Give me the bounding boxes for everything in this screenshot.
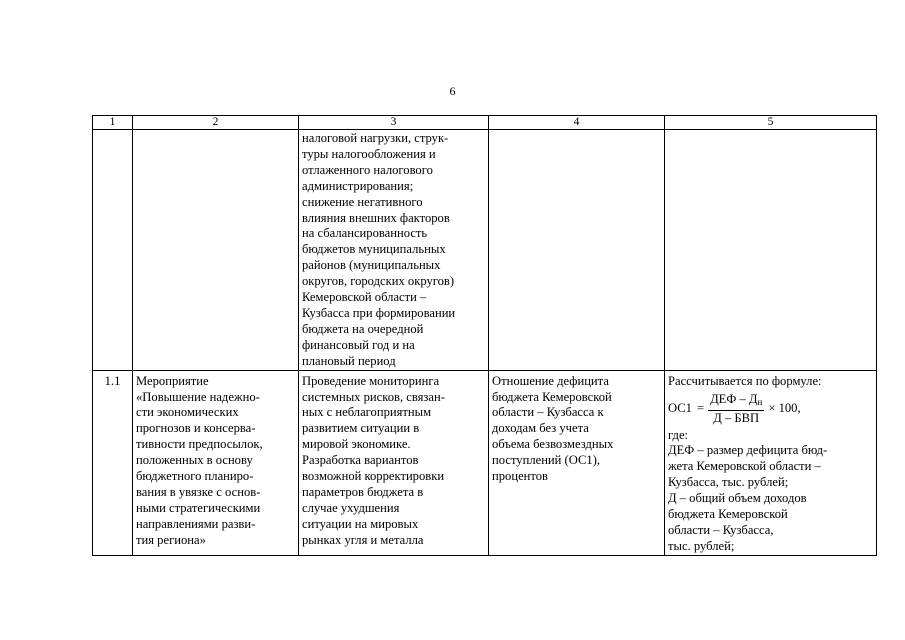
- formula-equals: =: [696, 400, 705, 415]
- measures-table: [92, 115, 877, 556]
- formula-numerator-subscript: н: [757, 396, 763, 407]
- text-line: влияния внешних факторов: [302, 210, 450, 225]
- activity-description-cell: [299, 370, 489, 555]
- formula-numerator-main: ДЕФ – Д: [710, 391, 758, 406]
- text-line: Мероприятие: [136, 373, 209, 388]
- formula-intro: Рассчитывается по формуле:: [668, 373, 822, 388]
- text-line: бюджетов муниципальных: [302, 242, 446, 257]
- text-line: округов, городских округов): [302, 274, 455, 289]
- text-line: администрирования;: [302, 178, 414, 193]
- text-line: положенных в основу: [136, 453, 253, 468]
- text-line: Кузбасса при формировании: [302, 305, 456, 320]
- continuation-cell-2: [133, 130, 299, 371]
- text-line: области – Кузбасса,: [668, 522, 774, 537]
- text-line: развитием ситуации в: [302, 421, 420, 436]
- text-line: Отношение дефицита: [492, 373, 609, 388]
- table-row-continuation: [93, 130, 877, 371]
- column-number-2: 2: [133, 116, 299, 130]
- text-line: бюджета Кемеровской: [492, 389, 612, 404]
- text-line: тия региона»: [136, 532, 206, 547]
- text-line: бюджетного планиро-: [136, 469, 254, 484]
- formula-fraction: [708, 392, 764, 426]
- row-number: 1.1: [104, 373, 121, 388]
- text-line: ными стратегическими: [136, 500, 261, 515]
- calculation-method-cell: [665, 370, 877, 555]
- text-line: Проведение мониторинга: [302, 373, 440, 388]
- table-row-1-1: [93, 370, 877, 555]
- text-line: районов (муниципальных: [302, 258, 441, 273]
- text-line: сти экономических: [136, 405, 239, 420]
- text-line: снижение негативного: [302, 194, 423, 209]
- text-line: системных рисков, связан-: [302, 389, 445, 404]
- activity-name-cell: [133, 370, 299, 555]
- text-line: тыс. рублей;: [668, 538, 735, 553]
- text-line: вания в увязке с основ-: [136, 484, 261, 499]
- text-line: доходам без учета: [492, 421, 589, 436]
- text-line: поступлений (ОС1),: [492, 453, 601, 468]
- text-line: финансовый год и на: [302, 337, 415, 352]
- column-number-4: 4: [489, 116, 665, 130]
- column-number-3: 3: [299, 116, 489, 130]
- text-line: где:: [668, 427, 689, 442]
- text-line: бюджета на очередной: [302, 321, 424, 336]
- formula-numerator: [708, 392, 764, 411]
- text-line: направлениями разви-: [136, 516, 256, 531]
- text-line: Разработка вариантов: [302, 453, 419, 468]
- text-line: Кузбасса, тыс. рублей;: [668, 475, 789, 490]
- column-number-5: 5: [665, 116, 877, 130]
- formula-oc1: [668, 390, 873, 428]
- text-line: объема безвозмездных: [492, 437, 614, 452]
- page-number: 6: [449, 84, 456, 98]
- text-line: отлаженного налогового: [302, 162, 433, 177]
- text-line: ных с неблагоприятным: [302, 405, 432, 420]
- column-number-1: 1: [93, 116, 133, 130]
- formula-tail: × 100,: [768, 400, 801, 415]
- text-line: случае ухудшения: [302, 500, 400, 515]
- text-line: на сбалансированность: [302, 226, 428, 241]
- formula-lhs: ОС1: [668, 400, 692, 415]
- text-line: ситуации на мировых: [302, 516, 419, 531]
- text-line: плановый период: [302, 353, 396, 368]
- row-number-cell: [93, 370, 133, 555]
- text-line: области – Кузбасса к: [492, 405, 604, 420]
- text-line: туры налогообложения и: [302, 146, 436, 161]
- text-line: прогнозов и консерва-: [136, 421, 256, 436]
- text-line: жета Кемеровской области –: [668, 459, 821, 474]
- text-line: тивности предпосылок,: [136, 437, 263, 452]
- text-line: бюджета Кемеровской: [668, 507, 788, 522]
- indicator-cell: [489, 370, 665, 555]
- continuation-cell-3: [299, 130, 489, 371]
- text-line: мировой экономике.: [302, 437, 411, 452]
- formula-denominator: Д – БВП: [713, 410, 760, 425]
- text-line: налоговой нагрузки, струк-: [302, 131, 449, 145]
- text-line: Кемеровской области –: [302, 290, 427, 305]
- continuation-cell-1: [93, 130, 133, 371]
- table-header-row: [93, 116, 877, 130]
- text-line: «Повышение надежно-: [136, 389, 260, 404]
- continuation-cell-4: [489, 130, 665, 371]
- text-line: параметров бюджета в: [302, 484, 424, 499]
- text-line: Д – общий объем доходов: [668, 491, 807, 506]
- continuation-cell-5: [665, 130, 877, 371]
- text-line: ДЕФ – размер дефицита бюд-: [668, 443, 828, 458]
- text-line: процентов: [492, 469, 548, 484]
- text-line: возможной корректировки: [302, 469, 445, 484]
- text-line: рынках угля и металла: [302, 532, 424, 547]
